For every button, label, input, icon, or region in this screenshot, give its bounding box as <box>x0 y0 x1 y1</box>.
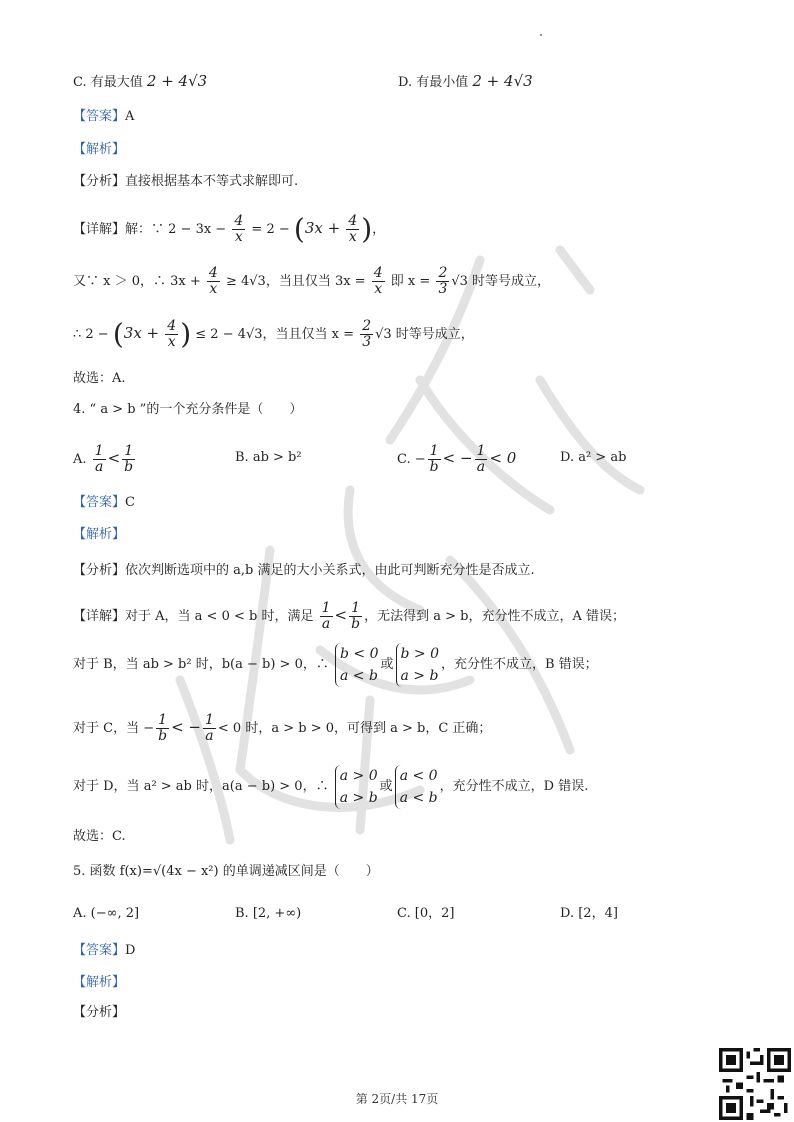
q4-option-b <box>235 449 302 467</box>
analysis-tag: 【解析】 <box>73 527 126 542</box>
q3-analysis-tag <box>73 141 754 159</box>
q5-stem <box>73 863 754 881</box>
q5-option-c <box>397 905 454 923</box>
system-b2: b > 0 a > b <box>396 643 440 687</box>
detail-expr-prefix: 解：∵ 2 − 3x − <box>125 222 227 237</box>
detail-a-2: ，无法得到 a > b，充分性不成立，A 错误； <box>364 609 625 624</box>
qr-code-icon <box>719 1048 791 1120</box>
answer-value: A <box>125 109 135 124</box>
q4-fenxi <box>73 562 754 580</box>
analysis-tag: 【解析】 <box>73 142 126 157</box>
line2-mid2: 即 x = <box>390 274 431 289</box>
q3-detail-line1: 【详解】解：∵ 2 − 3x − $\frac{4}{x}$ = 2 − (3x + $\frac{4}{x}$ )， <box>73 212 386 246</box>
detail-c-1: 对于 C，当 − <box>73 721 155 736</box>
fenxi-tag: 【分析】 <box>73 563 126 578</box>
option-c-tail: < 0 <box>489 449 517 467</box>
choose-text: 故选：C. <box>73 829 126 844</box>
answer-tag: 【答案】 <box>73 109 126 124</box>
line3-mid: ≤ 2 − 4√3，当且仅当 x = <box>195 327 355 342</box>
q4-option-c: C. − $\frac{1}{b}$ < − $\frac{1}{a}$ < 0 <box>397 443 517 475</box>
q3-answer <box>73 108 754 126</box>
detail-b-1: 对于 B，当 ab > b² 时，b(a − b) > 0，∴ <box>73 657 329 672</box>
line3-end: √3 时等号成立， <box>375 327 474 342</box>
q4-option-a: A. $\frac{1}{a}$ < $\frac{1}{b}$ <box>73 443 134 475</box>
line2-end: √3 时等号成立， <box>451 274 551 289</box>
q3-detail-line2: 又∵ x ＞ 0，∴ 3x + $\frac{4}{x}$ ≥ 4√3，当且仅当 3x = $\frac{4}{x}$ 即 x = $\frac{2}{3}$ √3 时等号成立， <box>73 265 551 297</box>
answer-tag: 【答案】 <box>73 495 126 510</box>
q3-option-d-label: D. 有最小值 <box>398 75 469 90</box>
q3-option-d-math: 2 + 4√3 <box>472 72 533 90</box>
q4-option-d <box>560 449 626 467</box>
fraction-4-over-x-2: $\frac{4}{x}$ <box>348 213 358 245</box>
answer-value: D <box>125 943 136 958</box>
detail-d-1: 对于 D，当 a² > ab 时，a(a − b) > 0，∴ <box>73 779 329 794</box>
q5-analysis-tag <box>73 974 754 992</box>
detail-d-or: 或 <box>379 779 393 794</box>
option-a-text: A. (−∞, 2] <box>73 906 140 921</box>
option-c-text: C. [0，2] <box>397 906 455 921</box>
detail-tag: 【详解】 <box>73 222 126 237</box>
q4-analysis-tag <box>73 526 754 544</box>
detail-d-2: ，充分性不成立，D 错误. <box>439 779 589 794</box>
fenxi-text: 直接根据基本不等式求解即可. <box>125 174 299 189</box>
option-b-text: B. ab > b² <box>235 450 302 465</box>
system-b1: b < 0 a < b <box>335 643 379 687</box>
q5-fenxi <box>73 1004 754 1022</box>
q3-option-c-math: 2 + 4√3 <box>146 72 208 90</box>
option-a-label: A. <box>73 452 87 467</box>
answer-value: C <box>125 495 135 510</box>
question-stem: 5. 函数 f(x)=√(4x − x²) 的单调递减区间是（ ） <box>73 864 379 879</box>
q3-option-c-label: C. 有最大值 <box>73 75 143 90</box>
scan-dot <box>540 34 542 36</box>
q3-option-c <box>73 72 207 92</box>
line3-paren-expr: 3x + <box>123 324 160 342</box>
detail-tag: 【详解】 <box>73 609 126 624</box>
q4-detail-b <box>73 642 754 688</box>
q4-detail-c: 对于 C，当 − $\frac{1}{b}$ < − $\frac{1}{a}$ < 0 时，a > b > 0，可得到 a > b，C 正确； <box>73 712 492 744</box>
fenxi-text: 依次判断选项中的 a,b 满足的大小关系式，由此可判断充分性是否成立. <box>125 563 535 578</box>
system-d1: a > 0 a > b <box>335 765 378 809</box>
q4-detail-a: 【详解】对于 A，当 a < 0 < b 时，满足 $\frac{1}{a}$ < $\frac{1}{b}$ ，无法得到 a > b，充分性不成立，A 错误； <box>73 600 625 632</box>
q3-detail-line3: ∴ 2 − (3x + $\frac{4}{x}$ ) ≤ 2 − 4√3，当且仅当 x = $\frac{2}{3}$ √3 时等号成立， <box>73 317 474 351</box>
fraction-4-over-x: $\frac{4}{x}$ <box>234 213 244 245</box>
line3-prefix: ∴ 2 − <box>73 327 109 342</box>
q5-answer <box>73 942 754 960</box>
detail-b-2: ，充分性不成立，B 错误； <box>441 657 598 672</box>
detail-expr-end: ， <box>372 222 386 237</box>
detail-paren-expr: 3x + <box>304 219 341 237</box>
line2-mid: ≥ 4√3，当且仅当 3x = <box>225 274 366 289</box>
q3-fenxi <box>73 173 754 191</box>
page-footer: 第 2页/共 17页 <box>355 1092 439 1106</box>
analysis-tag: 【解析】 <box>73 975 126 990</box>
option-d-text: D. [2，4] <box>560 906 618 921</box>
q4-detail-d <box>73 764 754 810</box>
q5-option-a <box>73 905 139 923</box>
choose-text: 故选：A. <box>73 371 126 386</box>
detail-expr-mid: = 2 − <box>251 222 290 237</box>
system-d2: a < 0 a < b <box>395 765 438 809</box>
option-c-label: C. − <box>397 452 426 467</box>
question-stem: 4. “ a > b ”的一个充分条件是（ ） <box>73 402 303 417</box>
q4-answer <box>73 494 754 512</box>
fenxi-tag: 【分析】 <box>73 174 126 189</box>
option-b-text: B. [2, +∞) <box>235 906 302 921</box>
detail-c-2: < 0 时，a > b > 0，可得到 a > b，C 正确； <box>217 721 492 736</box>
line2-prefix: 又∵ x ＞ 0，∴ 3x + <box>73 274 201 289</box>
option-d-text: D. a² > ab <box>560 450 627 465</box>
q3-choose <box>73 370 754 388</box>
fenxi-tag: 【分析】 <box>73 1005 126 1020</box>
detail-b-or: 或 <box>380 657 394 672</box>
detail-a-1: 对于 A，当 a < 0 < b 时，满足 <box>125 609 314 624</box>
q3-option-d <box>398 72 533 92</box>
q4-choose <box>73 828 754 846</box>
answer-tag: 【答案】 <box>73 943 126 958</box>
q5-option-d <box>560 905 618 923</box>
q5-option-b <box>235 905 301 923</box>
q4-stem <box>73 401 754 419</box>
